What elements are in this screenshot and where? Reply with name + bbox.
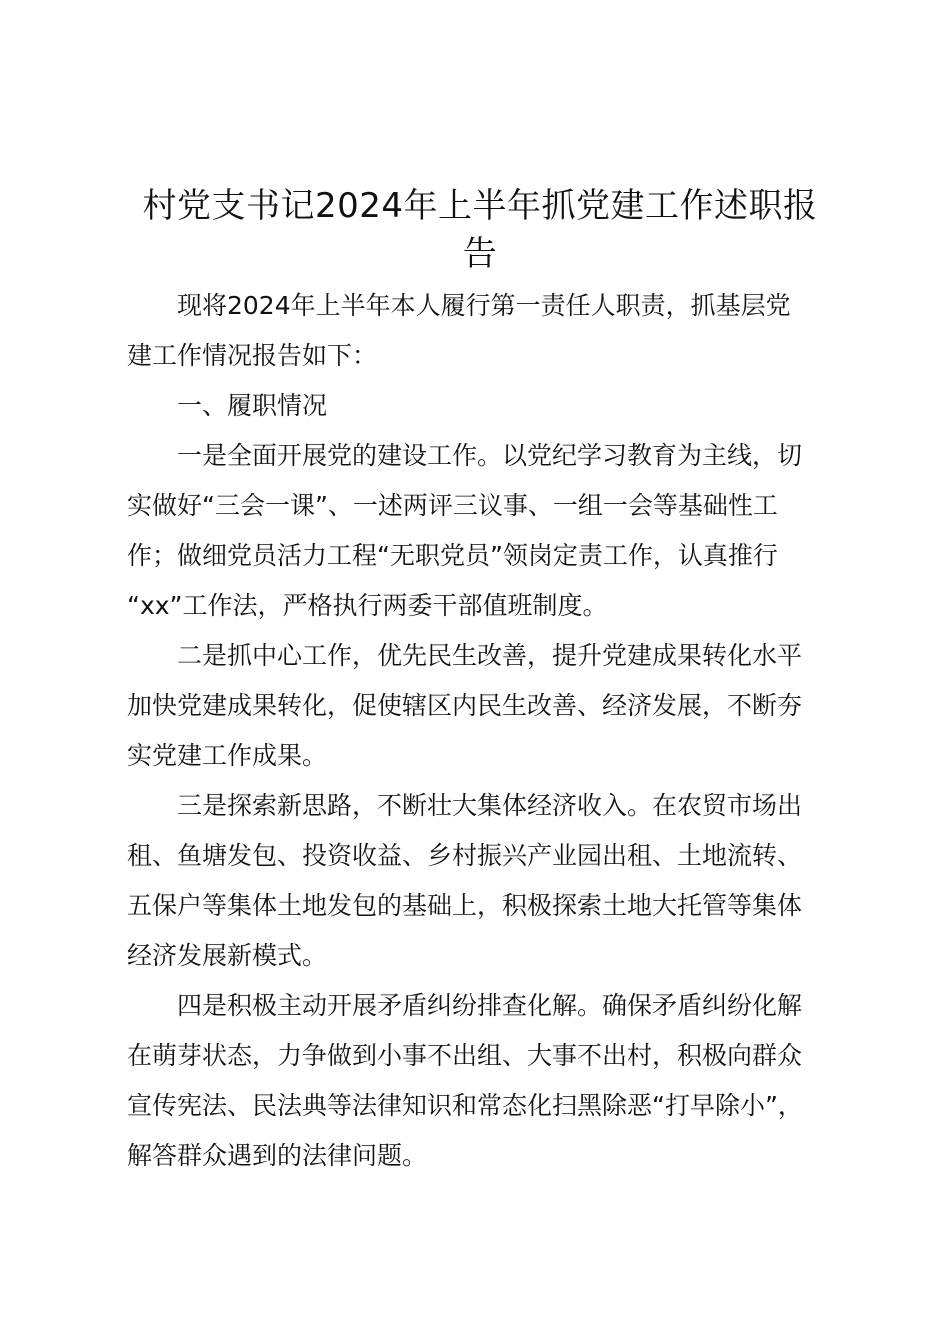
title-line-2: 告 <box>462 234 498 274</box>
title-line-1: 村党支书记2024年上半年抓党建工作述职报 <box>142 186 818 226</box>
paragraph-party-building <box>127 431 833 631</box>
text-line: 建工作情况报告如下： <box>127 341 378 370</box>
text-line: 二是抓中心工作，优先民生改善，提升党建成果转化水平 <box>177 641 803 670</box>
paragraph-collective-economy <box>127 781 833 981</box>
document-page <box>127 182 833 1181</box>
text-line: 宣传宪法、民法典等法律知识和常态化扫黑除恶“打早除小”， <box>127 1091 803 1120</box>
text-line: 一、履职情况 <box>177 391 328 420</box>
intro-paragraph <box>127 281 833 381</box>
document-title <box>127 182 833 278</box>
text-line: 四是积极主动开展矛盾纠纷排查化解。确保矛盾纠纷化解 <box>177 991 803 1020</box>
text-line: 作；做细党员活力工程“无职党员”领岗定责工作，认真推行 <box>127 541 778 570</box>
text-line: 在萌芽状态，力争做到小事不出组、大事不出村，积极向群众 <box>127 1041 803 1070</box>
document-body <box>127 281 833 1181</box>
text-line: 一是全面开展党的建设工作。以党纪学习教育为主线，切 <box>177 441 803 470</box>
text-line: 实党建工作成果。 <box>127 741 328 770</box>
paragraph-dispute-resolution <box>127 981 833 1181</box>
text-line: 现将2024年上半年本人履行第一责任人职责，抓基层党 <box>177 291 791 320</box>
paragraph-central-work <box>127 631 833 781</box>
text-line: 实做好“三会一课”、一述两评三议事、一组一会等基础性工 <box>127 491 778 520</box>
text-line: 三是探索新思路，不断壮大集体经济收入。在农贸市场出 <box>177 791 803 820</box>
section-heading <box>127 381 833 431</box>
text-line: 解答群众遇到的法律问题。 <box>127 1141 428 1170</box>
text-line: 五保户等集体土地发包的基础上，积极探索土地大托管等集体 <box>127 891 803 920</box>
text-line: “xx”工作法，严格执行两委干部值班制度。 <box>127 591 608 620</box>
text-line: 加快党建成果转化，促使辖区内民生改善、经济发展，不断夯 <box>127 691 803 720</box>
text-line: 经济发展新模式。 <box>127 941 328 970</box>
text-line: 租、鱼塘发包、投资收益、乡村振兴产业园出租、土地流转、 <box>127 841 803 870</box>
